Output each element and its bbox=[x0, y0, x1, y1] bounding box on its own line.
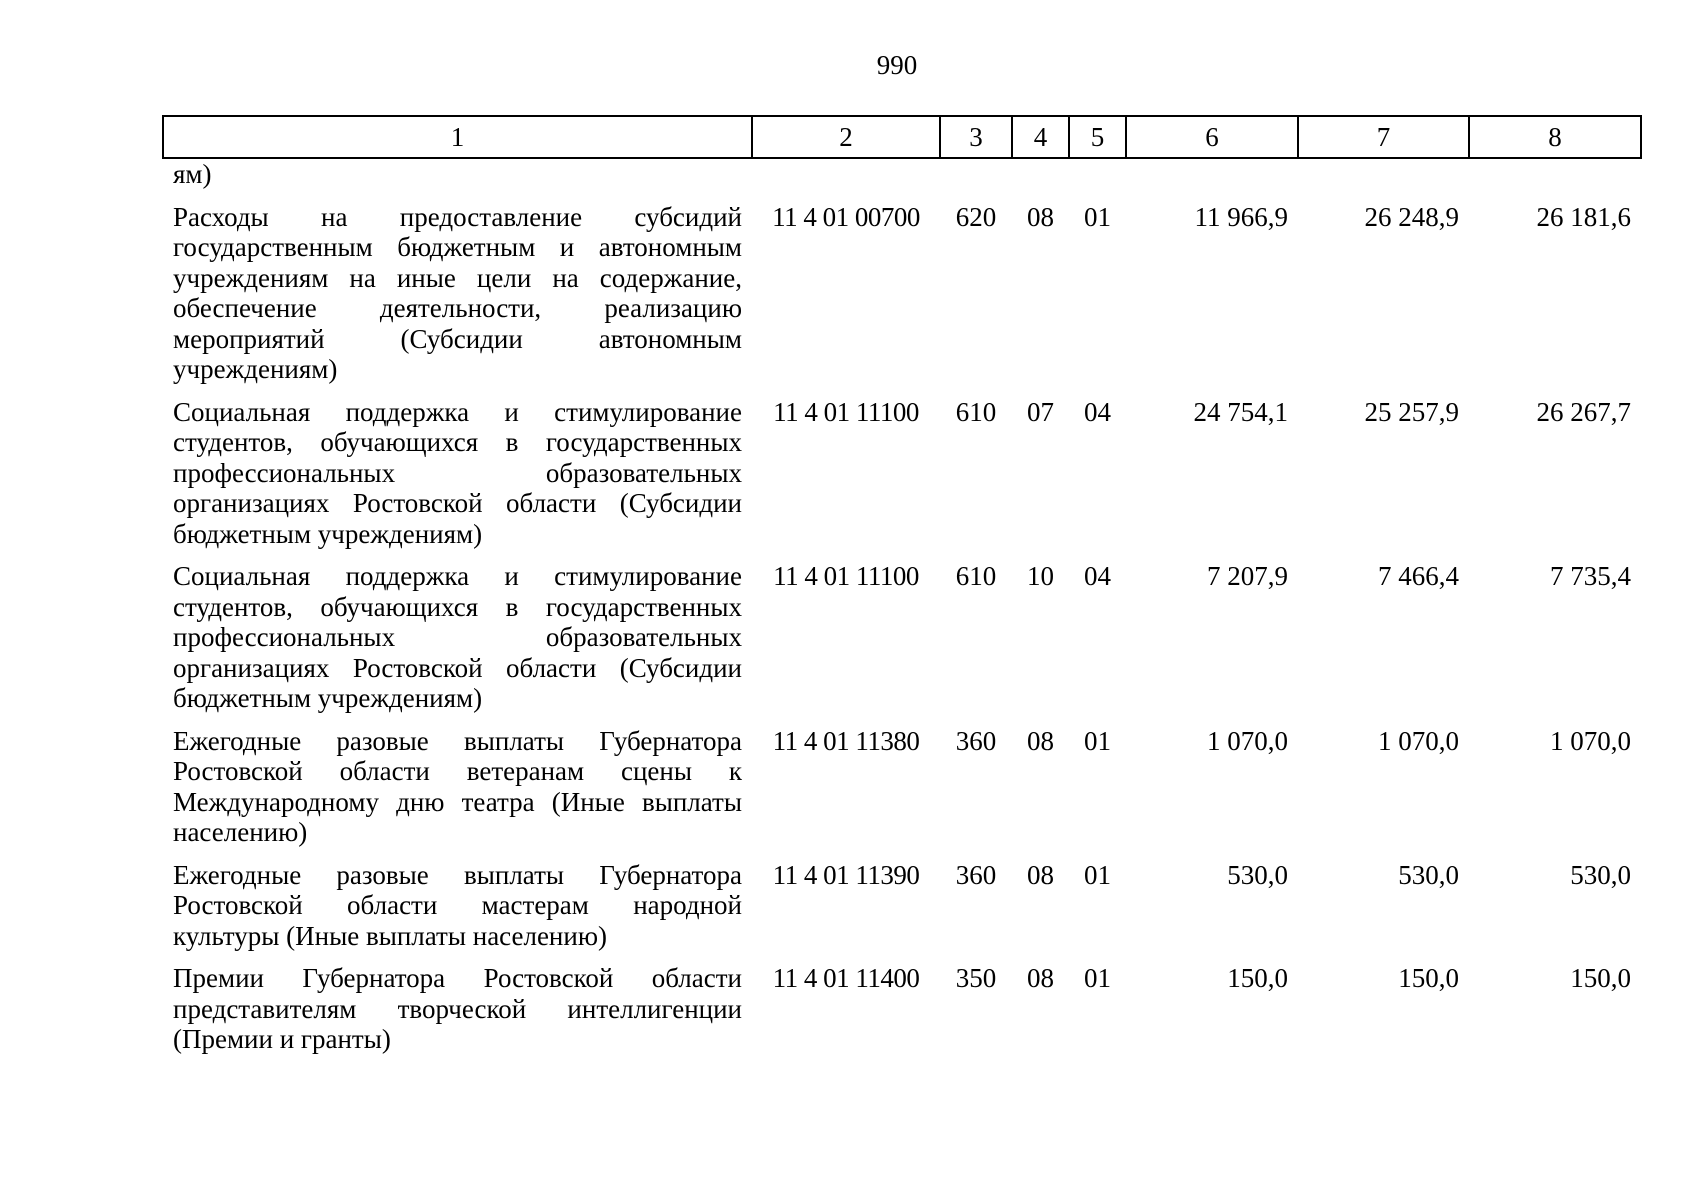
continuation-row bbox=[163, 158, 1641, 202]
header-col-6: 6 bbox=[1126, 116, 1298, 158]
header-col-2: 2 bbox=[752, 116, 940, 158]
row-description: Ежегодные разовые выплаты Губернатора Ростовской области ветеранам сцены к Международному дню театра (Иные выплаты населению) bbox=[173, 725, 742, 847]
row-amount-1: 11 966,9 bbox=[1194, 201, 1288, 232]
row-description: Расходы на предоставление субсидий государственным бюджетным и автономным учреждениям на иные цели на содержание, обеспечение деятельности, реализацию мероприятий (Субсидии автономным учреждениям) bbox=[173, 201, 742, 384]
row-section: 08 bbox=[1027, 201, 1054, 232]
row-expense-type: 610 bbox=[955, 561, 997, 591]
header-col-1: 1 bbox=[163, 116, 752, 158]
continuation-text: ям) bbox=[173, 159, 212, 189]
header-row bbox=[163, 116, 1641, 158]
row-target-code: 11 4 01 11380 bbox=[772, 725, 920, 756]
table-row bbox=[163, 963, 1641, 1067]
row-section: 08 bbox=[1027, 725, 1054, 756]
table-row bbox=[163, 561, 1641, 726]
row-subsection: 04 bbox=[1084, 561, 1111, 591]
row-amount-3: 1 070,0 bbox=[1550, 725, 1631, 756]
row-section: 07 bbox=[1027, 396, 1054, 427]
row-section: 08 bbox=[1027, 859, 1054, 890]
header-col-8: 8 bbox=[1469, 116, 1641, 158]
table-body bbox=[163, 158, 1641, 1067]
row-amount-3: 530,0 bbox=[1570, 859, 1631, 890]
row-target-code: 11 4 01 11390 bbox=[772, 859, 920, 890]
header-col-7: 7 bbox=[1298, 116, 1469, 158]
page-number: 990 bbox=[876, 50, 918, 80]
table-row bbox=[163, 202, 1641, 397]
row-section: 10 bbox=[1027, 561, 1054, 591]
row-amount-1: 7 207,9 bbox=[1207, 561, 1288, 591]
row-expense-type: 350 bbox=[955, 963, 997, 993]
row-amount-3: 26 181,6 bbox=[1536, 201, 1631, 232]
header-col-5: 5 bbox=[1069, 116, 1126, 158]
row-subsection: 01 bbox=[1084, 725, 1111, 756]
row-amount-3: 26 267,7 bbox=[1536, 396, 1631, 427]
row-amount-1: 1 070,0 bbox=[1207, 725, 1288, 756]
row-target-code: 11 4 01 11400 bbox=[772, 963, 920, 993]
row-description: Премии Губернатора Ростовской области представителям творческой интеллигенции (Премии и гранты) bbox=[173, 963, 742, 1054]
row-amount-1: 24 754,1 bbox=[1193, 396, 1288, 427]
row-expense-type: 360 bbox=[955, 859, 997, 890]
row-target-code: 11 4 01 00700 bbox=[772, 201, 920, 232]
row-description: Ежегодные разовые выплаты Губернатора Ростовской области мастерам народной культуры (Иные выплаты населению) bbox=[173, 859, 742, 951]
row-subsection: 01 bbox=[1084, 859, 1111, 890]
table-header bbox=[163, 116, 1641, 158]
row-description: Социальная поддержка и стимулирование студентов, обучающихся в государственных профессиональных образовательных организациях Ростовской области (Субсидии бюджетным учреждениям) bbox=[173, 561, 742, 713]
row-amount-2: 150,0 bbox=[1398, 963, 1459, 993]
row-amount-3: 7 735,4 bbox=[1550, 561, 1631, 591]
table-row bbox=[163, 860, 1641, 964]
row-amount-2: 26 248,9 bbox=[1364, 201, 1459, 232]
row-target-code: 11 4 01 11100 bbox=[773, 561, 919, 591]
header-col-3: 3 bbox=[940, 116, 1012, 158]
row-expense-type: 610 bbox=[955, 396, 997, 427]
row-amount-2: 25 257,9 bbox=[1364, 396, 1459, 427]
row-section: 08 bbox=[1027, 963, 1054, 993]
row-expense-type: 620 bbox=[955, 201, 997, 232]
table-row bbox=[163, 397, 1641, 562]
table-row bbox=[163, 726, 1641, 860]
row-amount-2: 1 070,0 bbox=[1378, 725, 1459, 756]
row-amount-1: 150,0 bbox=[1227, 963, 1288, 993]
header-col-4: 4 bbox=[1012, 116, 1069, 158]
row-subsection: 01 bbox=[1084, 963, 1111, 993]
row-expense-type: 360 bbox=[955, 725, 997, 756]
budget-table bbox=[162, 115, 1642, 1067]
row-target-code: 11 4 01 11100 bbox=[773, 396, 919, 427]
row-amount-2: 530,0 bbox=[1398, 859, 1459, 890]
row-description: Социальная поддержка и стимулирование студентов, обучающихся в государственных профессиональных образовательных организациях Ростовской области (Субсидии бюджетным учреждениям) bbox=[173, 396, 742, 549]
row-amount-3: 150,0 bbox=[1570, 963, 1631, 993]
row-amount-1: 530,0 bbox=[1227, 859, 1288, 890]
row-subsection: 04 bbox=[1084, 396, 1111, 427]
row-subsection: 01 bbox=[1084, 201, 1111, 232]
row-amount-2: 7 466,4 bbox=[1378, 561, 1459, 591]
